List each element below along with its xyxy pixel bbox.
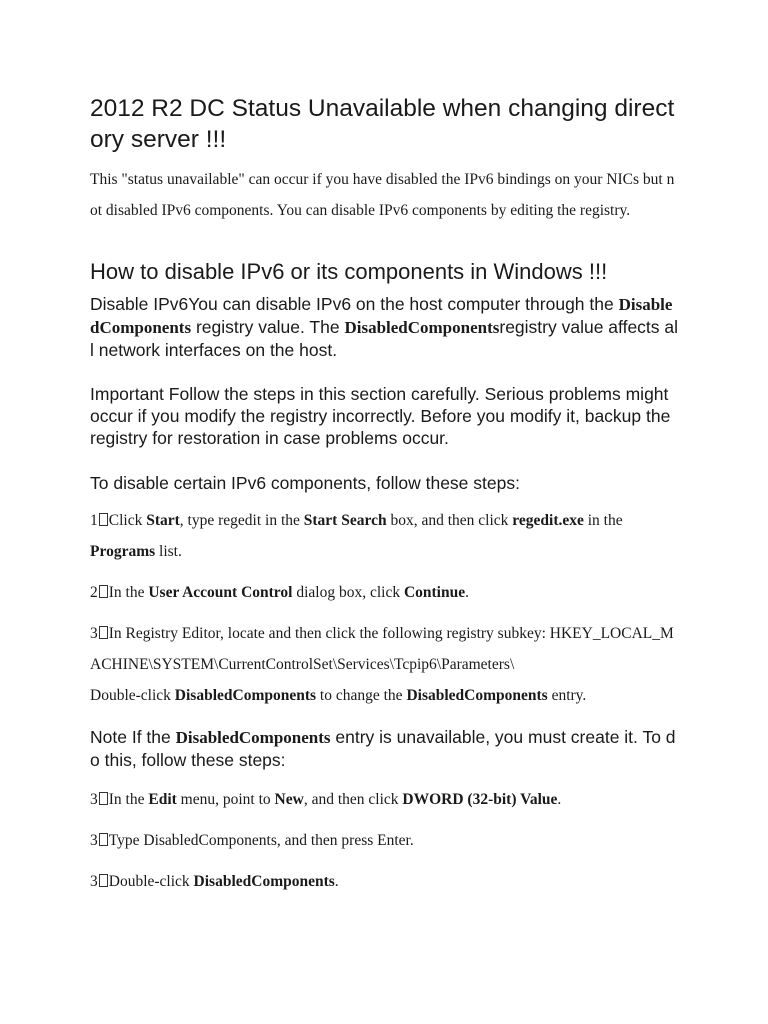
note-paragraph bbox=[90, 726, 680, 771]
text-run: dialog box, click bbox=[292, 584, 404, 601]
step-number: 3 bbox=[90, 832, 98, 849]
text-run: registry value affects all network interfaces on the host. bbox=[90, 317, 679, 360]
disable-ipv6-paragraph bbox=[90, 293, 680, 361]
text-run: in the bbox=[583, 512, 623, 529]
bold-term: DisabledComponents bbox=[174, 687, 317, 704]
bold-term: DisabledComponents bbox=[406, 687, 548, 704]
bold-term: DisabledComponents bbox=[175, 728, 331, 747]
bold-term: Edit bbox=[148, 791, 177, 808]
text-run: Click bbox=[108, 512, 147, 529]
bold-term: Start bbox=[146, 512, 180, 529]
bold-term: Start Search bbox=[303, 512, 387, 529]
placeholder-glyph-icon bbox=[99, 833, 108, 846]
bold-term: Continue bbox=[403, 584, 466, 601]
bold-term: DisabledComponents bbox=[90, 295, 673, 337]
step-3 bbox=[90, 618, 680, 711]
text-run: In the bbox=[108, 584, 149, 601]
text-run: Double-click bbox=[108, 873, 194, 890]
step-number: 3 bbox=[90, 791, 98, 808]
text-run: Note If the bbox=[90, 727, 176, 747]
step-1 bbox=[90, 505, 680, 567]
text-run: box, and then click bbox=[386, 512, 513, 529]
text-run: , and then click bbox=[303, 791, 403, 808]
bold-term: DisabledComponents bbox=[193, 873, 335, 890]
text-run: Double-click bbox=[90, 687, 175, 704]
bold-term: New bbox=[274, 791, 304, 808]
text-run: entry. bbox=[547, 687, 587, 704]
step-6 bbox=[90, 866, 680, 897]
bold-term: Programs bbox=[90, 543, 156, 560]
page-title: 2012 R2 DC Status Unavailable when changing directory server !!! bbox=[90, 95, 675, 153]
step-5 bbox=[90, 825, 680, 856]
intro-paragraph: This "status unavailable" can occur if you have disabled the IPv6 bindings on your NICs but not disabled IPv6 components. You can disable IPv6 components by editing the registry. bbox=[90, 171, 675, 219]
section-heading: How to disable IPv6 or its components in Windows !!! bbox=[90, 259, 608, 284]
step-number: 3 bbox=[90, 625, 98, 642]
step-number: 3 bbox=[90, 873, 98, 890]
text-run: , type regedit in the bbox=[179, 512, 304, 529]
text-run: entry is unavailable, you must create it. To do this, follow these steps: bbox=[90, 727, 676, 770]
text-run: menu, point to bbox=[176, 791, 275, 808]
placeholder-glyph-icon bbox=[99, 626, 108, 639]
bold-term: DWORD (32-bit) Value bbox=[402, 791, 558, 808]
bold-term: User Account Control bbox=[148, 584, 293, 601]
placeholder-glyph-icon bbox=[99, 585, 108, 598]
step-number: 1 bbox=[90, 512, 98, 529]
step-2 bbox=[90, 577, 680, 608]
text-run: In the bbox=[108, 791, 149, 808]
bold-term: regedit.exe bbox=[512, 512, 584, 529]
step-4 bbox=[90, 784, 680, 815]
placeholder-glyph-icon bbox=[99, 874, 108, 887]
steps-intro: To disable certain IPv6 components, follow these steps: bbox=[90, 473, 520, 493]
important-paragraph: Important Follow the steps in this section carefully. Serious problems might occur if you modify the registry incorrectly. Before you modify it, backup the registry for restoration in case problems occur. bbox=[90, 384, 671, 448]
bold-term: DisabledComponents bbox=[344, 318, 500, 337]
text-run: to change the bbox=[316, 687, 407, 704]
text-run: In Registry Editor, locate and then click the following registry subkey: HKEY_LOCAL_MACHINE\SYSTEM\CurrentControlSet\Services\Tcpip6\Parameters\ bbox=[90, 625, 674, 673]
text-run: Type DisabledComponents, and then press Enter. bbox=[108, 832, 414, 849]
placeholder-glyph-icon bbox=[99, 792, 108, 805]
text-run: registry value. The bbox=[191, 317, 345, 337]
placeholder-glyph-icon bbox=[99, 513, 108, 526]
text-run: . bbox=[465, 584, 469, 601]
text-run: list. bbox=[155, 543, 182, 560]
text-run: . bbox=[334, 873, 339, 890]
text-run: Disable IPv6You can disable IPv6 on the host computer through the bbox=[90, 294, 619, 314]
text-run: . bbox=[557, 791, 562, 808]
step-number: 2 bbox=[90, 584, 98, 601]
